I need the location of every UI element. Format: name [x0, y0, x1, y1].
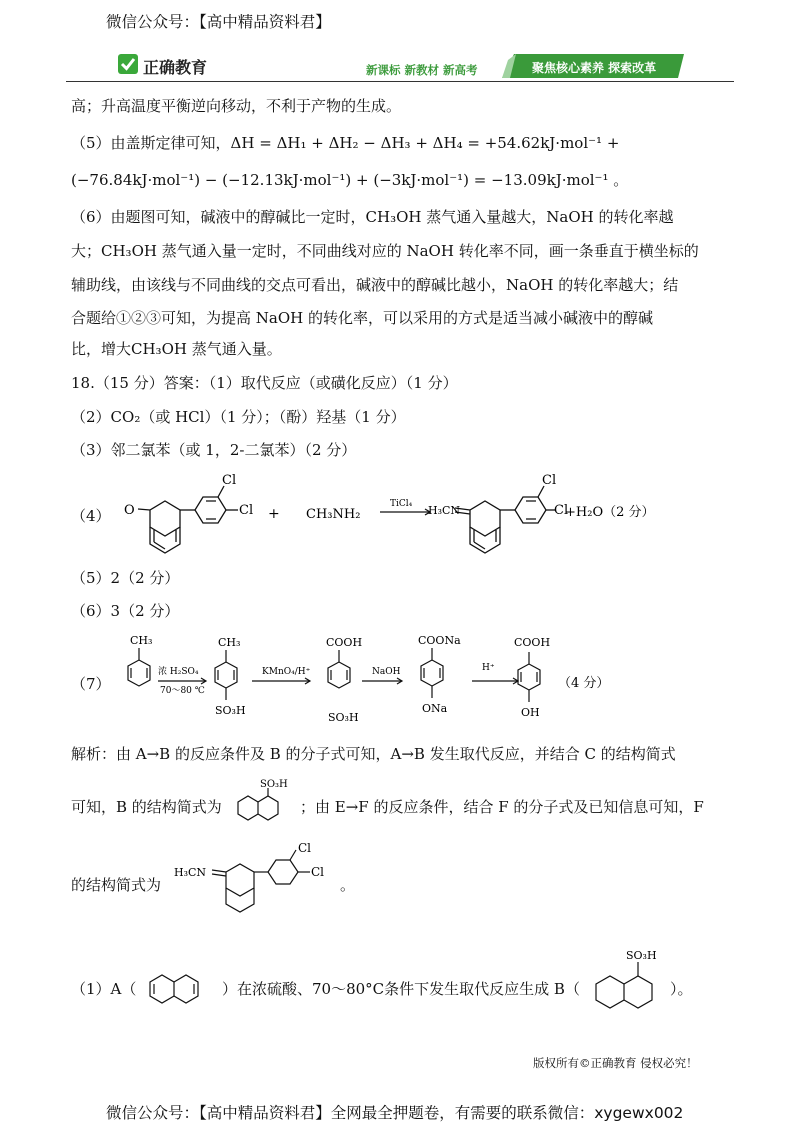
check-icon	[117, 53, 139, 75]
q7-cooh-a: COOH	[326, 636, 363, 649]
q4-cl-4: Cl	[554, 503, 569, 518]
header-watermark: 微信公众号：【高中精品资料君】	[106, 13, 331, 31]
text-line: （1）A（	[71, 980, 137, 998]
text-line: 。	[340, 876, 356, 894]
q7-so3h-a: SO₃H	[215, 704, 246, 717]
header-banner	[502, 54, 684, 78]
text-line: 解析：由 A→B 的反应条件及 B 的分子式可知，A→B 发生取代反应，并结合 C 的结构简式	[71, 745, 676, 763]
q7-cond-3: KMnO₄/H⁺	[262, 667, 311, 677]
text-line: (−76.84kJ·mol⁻¹) − (−12.13kJ·mol⁻¹) + (−3kJ·mol⁻¹) = −13.09kJ·mol⁻¹ 。	[71, 171, 629, 189]
text-line: （6）由题图可知，碱液中的醇碱比一定时，CH₃OH 蒸气通入量越大，NaOH 的转化率越	[71, 208, 674, 226]
text-line: 的结构简式为	[71, 876, 162, 894]
q7-so3h-b: SO₃H	[328, 711, 359, 724]
q4-cl-3: Cl	[542, 473, 557, 488]
h3cn-label: H₃CN	[174, 866, 207, 879]
text-line: （3）邻二氯苯（或 1，2-二氯苯）（2 分）	[71, 441, 357, 459]
struct-b-naphthalenesulfonic	[228, 778, 298, 830]
text-line: 高；升高温度平衡逆向移动，不利于产物的生成。	[71, 97, 402, 115]
cl-label-2: Cl	[311, 865, 325, 879]
q7-label: （7）	[71, 675, 111, 693]
text-line: 辅助线，由该线与不同曲线的交点可看出，碱液中的醇碱比越小，NaOH 的转化率越大；结	[71, 276, 679, 294]
text-line: 合题给①②③可知，为提高 NaOH 的转化率，可以采用的方式是适当减小碱液中的醇碱	[71, 309, 653, 327]
q4-cl-2: Cl	[239, 503, 254, 518]
q4-tail: +H₂O（2 分）	[565, 505, 655, 520]
q7-cond-2: 70～80 ℃	[160, 686, 205, 696]
q7-ona: ONa	[422, 702, 448, 715]
q4-reagent: CH₃NH₂	[306, 507, 361, 522]
text-line: 可知，B 的结构简式为	[71, 798, 222, 816]
q4-cl-1: Cl	[222, 473, 237, 488]
q7-oh: OH	[521, 706, 540, 719]
footer-watermark: 微信公众号：【高中精品资料君】全网最全押题卷，有需要的联系微信：xygewx002	[106, 1104, 684, 1122]
text-line: 比，增大CH₃OH 蒸气通入量。	[71, 340, 282, 358]
q7-cond-4: NaOH	[372, 667, 401, 677]
q7-coona: COONa	[418, 634, 461, 647]
copyright-text: 版权所有©正确教育 侵权必究！	[533, 1056, 698, 1070]
text-line: ；由 E→F 的反应条件，结合 F 的分子式及已知信息可知，F	[300, 798, 704, 816]
header-rule	[66, 81, 734, 82]
q4-o: O	[124, 503, 135, 518]
q4-h3cn: H₃CN	[428, 504, 461, 517]
q7-ch3-a: CH₃	[130, 634, 153, 647]
logo	[117, 53, 227, 75]
text-line: （2）CO₂（或 HCl）（1 分）；（酚）羟基（1 分）	[71, 408, 406, 426]
so3h-label-b: SO₃H	[626, 949, 657, 962]
text-line: （6）3（2 分）	[71, 602, 180, 620]
banner-text: 聚焦核心素养 探索改革	[532, 61, 657, 75]
text-line: （5）2（2 分）	[71, 569, 180, 587]
q4-plus: +	[268, 506, 280, 522]
text-line: （5）由盖斯定律可知，ΔH = ΔH₁ + ΔH₂ − ΔH₃ + ΔH₄ = +54.62kJ·mol⁻¹ +	[71, 134, 620, 152]
text-line: 18.（15 分）答案：（1）取代反应（或磺化反应）（1 分）	[71, 374, 458, 392]
struct-a-naphthalene	[140, 966, 220, 1012]
struct-b-product	[586, 944, 676, 1034]
q7-ch3-b: CH₃	[218, 636, 241, 649]
q7-score: （4 分）	[558, 676, 610, 691]
q7-route	[100, 630, 620, 730]
q4-catalyst: TiCl₄	[390, 499, 413, 509]
text-line: ）在浓硫酸、70～80°C条件下发生取代反应生成 B（	[222, 980, 580, 998]
q7-cooh-b: COOH	[514, 636, 551, 649]
q7-cond-1: 浓 H₂SO₄	[158, 667, 199, 677]
text-line: ）。	[670, 980, 693, 998]
text-line: 大；CH₃OH 蒸气通入量一定时，不同曲线对应的 NaOH 转化率不同，画一条垂直于横坐标的	[71, 242, 699, 260]
header-slogan: 新课标 新教材 新高考	[366, 63, 478, 77]
q4-reaction	[110, 470, 670, 560]
q7-cond-5: H⁺	[482, 663, 495, 673]
struct-f	[168, 842, 368, 926]
q4-label: （4）	[71, 507, 111, 525]
cl-label-1: Cl	[298, 842, 312, 855]
logo-text: 正确教育	[143, 58, 208, 77]
so3h-label: SO₃H	[260, 779, 288, 790]
